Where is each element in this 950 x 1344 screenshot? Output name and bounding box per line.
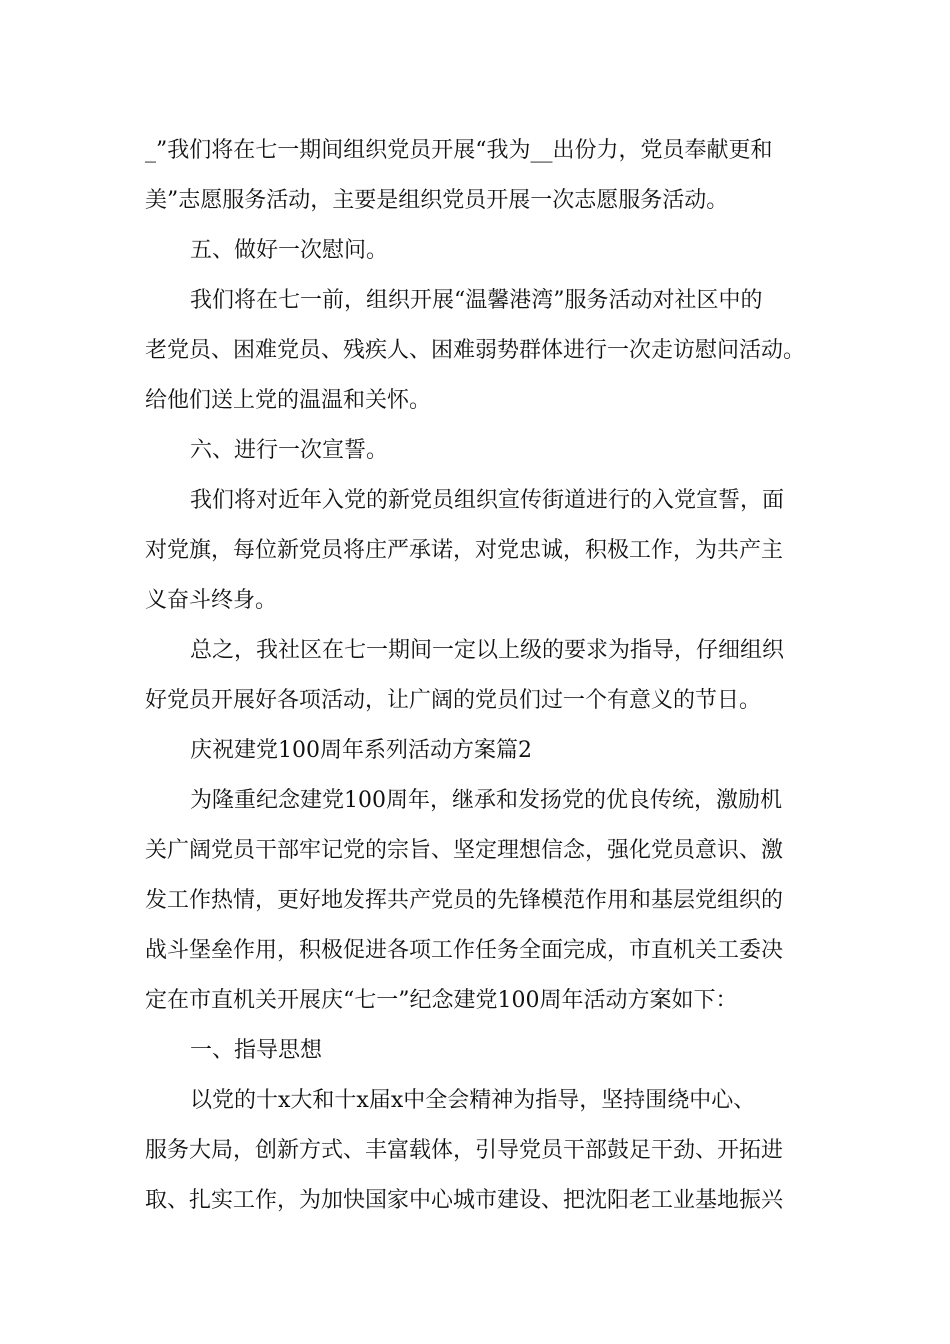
text-line: _”我们将在七一期间组织党员开展“我为__出份力，党员奉献更和 — [145, 138, 773, 163]
text-line: 老党员、困难党员、残疾人、困难弱势群体进行一次走访慰问活动。 — [145, 338, 806, 363]
text-line: 为隆重纪念建党100周年，继承和发扬党的优良传统，激励机 — [190, 788, 782, 813]
section-heading: 一、指导思想 — [190, 1038, 323, 1063]
text-line: 我们将在七一前，组织开展“温馨港湾”服务活动对社区中的 — [190, 288, 763, 313]
text-line: 给他们送上党的温温和关怀。 — [145, 388, 432, 413]
section-heading: 五、做好一次慰问。 — [190, 238, 389, 263]
text-line: 关广阔党员干部牢记党的宗旨、坚定理想信念，强化党员意识、激 — [145, 838, 784, 863]
section-heading: 六、进行一次宣誓。 — [190, 438, 389, 463]
text-line: 发工作热情，更好地发挥共产党员的先锋模范作用和基层党组织的 — [145, 888, 784, 913]
text-line: 定在市直机关开展庆“七一”纪念建党100周年活动方案如下： — [145, 988, 738, 1013]
text-line: 义奋斗终身。 — [145, 588, 278, 613]
text-line: 好党员开展好各项活动，让广阔的党员们过一个有意义的节日。 — [145, 688, 762, 713]
text-line: 对党旗，每位新党员将庄严承诺，对党忠诚，积极工作，为共产主 — [145, 538, 784, 563]
text-line: 服务大局，创新方式、丰富载体，引导党员干部鼓足干劲、开拓进 — [145, 1138, 784, 1163]
text-line: 美”志愿服务活动，主要是组织党员开展一次志愿服务活动。 — [145, 188, 729, 213]
text-line: 取、扎实工作，为加快国家中心城市建设、把沈阳老工业基地振兴 — [145, 1188, 784, 1213]
text-line: 我们将对近年入党的新党员组织宣传街道进行的入党宣誓，面 — [190, 488, 785, 513]
text-line: 总之，我社区在七一期间一定以上级的要求为指导，仔细组织 — [190, 638, 785, 663]
text-line: 战斗堡垒作用，积极促进各项工作任务全面完成，市直机关工委决 — [145, 938, 784, 963]
article-title: 庆祝建党100周年系列活动方案篇2 — [190, 738, 532, 763]
text-line: 以党的十x大和十x届x中全会精神为指导，坚持围绕中心、 — [190, 1088, 756, 1113]
